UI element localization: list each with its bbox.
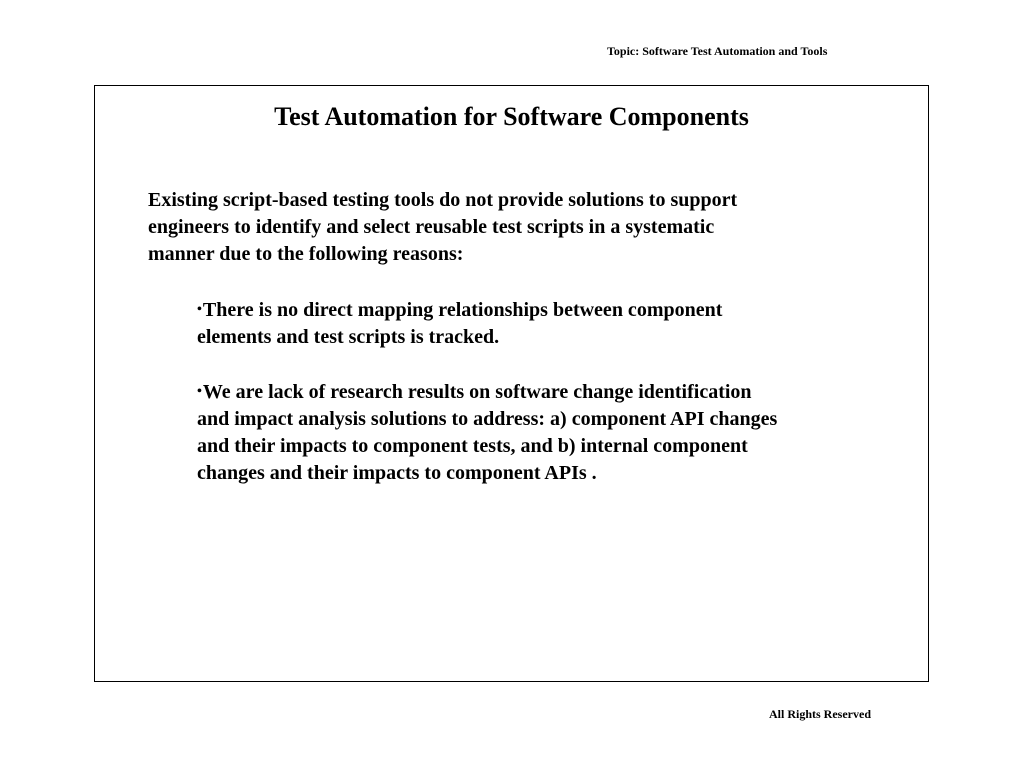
intro-line: engineers to identify and select reusable test scripts in a systematic <box>148 216 715 238</box>
bullet-icon: • <box>197 302 202 317</box>
bullet-line: and their impacts to component tests, and b) internal component <box>197 435 748 457</box>
bullet-item-research <box>197 378 897 487</box>
bullet-line <box>197 378 897 406</box>
bullet-line <box>197 296 897 324</box>
intro-line: Existing script-based testing tools do not provide solutions to support <box>148 189 738 211</box>
bullet-line: changes and their impacts to component APIs . <box>197 462 597 484</box>
intro-line: manner due to the following reasons: <box>148 243 464 265</box>
slide-frame <box>94 85 929 682</box>
bullet-text: There is no direct mapping relationships between component <box>202 299 723 321</box>
intro-paragraph <box>148 187 848 268</box>
bullet-item-mapping <box>197 296 897 351</box>
footer-rights: All Rights Reserved <box>769 707 871 721</box>
topic-header: Topic: Software Test Automation and Tools <box>607 44 828 58</box>
bullet-line: and impact analysis solutions to address: a) component API changes <box>197 408 778 430</box>
bullet-text: We are lack of research results on software change identification <box>202 381 752 403</box>
bullet-line: elements and test scripts is tracked. <box>197 326 500 348</box>
bullet-icon: • <box>197 384 202 399</box>
slide-title: Test Automation for Software Components <box>274 102 749 131</box>
